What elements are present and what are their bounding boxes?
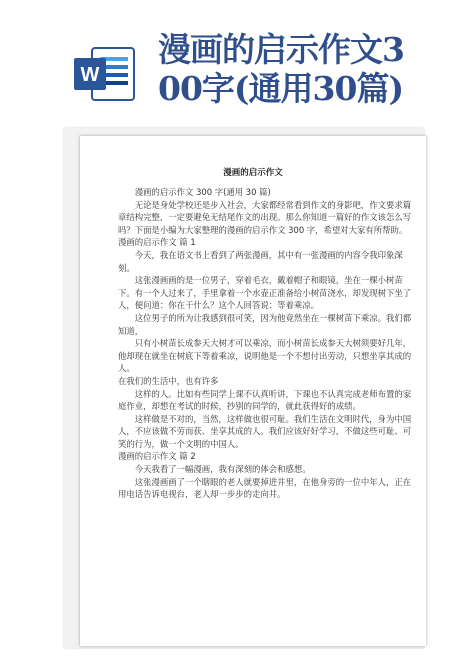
- document-heading: 漫画的启示作文 篇 1: [118, 237, 196, 248]
- document-heading: 漫画的启示作文 篇 2: [118, 451, 196, 462]
- document-paragraph: 这位男子的所为让我感到很可笑，因为他竟然坐在一棵树苗下乘凉。我们都知道，: [118, 312, 412, 336]
- word-doc-icon: [74, 44, 136, 104]
- page-title-line-1: 漫画的启示作文3: [158, 30, 404, 69]
- document-paragraph: 漫画的启示作文 300 字(通用 30 篇): [134, 187, 271, 197]
- document-paragraph: 这样的人。比如有些同学上课不认真听讲，下课也不认真完成老师布置的家庭作业，却想在考试的时候，抄别的同学的，就此获得好的成绩。: [118, 388, 412, 412]
- document-paragraph: 这张漫画画的是一位男子，穿着毛衣，戴着帽子和眼镜，坐在一棵小树苗下。有一个人过来了，手里拿着一个水壶正准备给小树苗浇水，却发现树下坐了人，便问道：你在干什么？这个人回答说：等着乘凉。: [118, 275, 412, 311]
- document-body: [118, 186, 414, 501]
- header: [0, 0, 474, 118]
- page-title: [158, 30, 458, 108]
- document-preview[interactable]: [80, 136, 426, 646]
- document-paragraph: 今天我看了一幅漫画，我有深刻的体会和感想。: [134, 464, 311, 475]
- page-title-line-2: 00字(通用30篇): [158, 69, 404, 108]
- document-heading: 在我们的生活中，也有许多: [118, 375, 219, 386]
- document-paragraph: 这张漫画画了一个瞎眼的老人就要掉进井里，在他身旁的一位中年人，正在用电话告诉电视台，老人却一步步的走向井。: [118, 476, 412, 500]
- svg-text:W: W: [80, 64, 100, 86]
- document-paragraph: 只有小树苗长成参天大树才可以乘凉，而小树苗长成参天大树须要好几年，他却现在就坐在树底下等着乘凉，说明他是一个不想付出劳动，只想坐享其成的人。: [118, 338, 412, 374]
- document-title: 漫画的启示作文: [223, 168, 283, 178]
- document-paragraph: 这样做是不对的，当然，这样做也很可耻。我们生活在文明时代，身为中国人，不应该做不劳而获、坐享其成的人。我们应该好好学习，不做这些可耻、可笑的行为，做一个文明的中国人。: [118, 413, 412, 449]
- document-paragraph: 今天，我在语文书上看到了两张漫画，其中有一张漫画的内容令我印象深刻。: [118, 249, 403, 273]
- document-paragraph: 无论是身处学校还是步入社会，大家都经常看到作文的身影吧，作文要求篇章结构完整，一定要避免无结尾作文的出现。那么你知道一篇好的作文该怎么写吗？下面是小编为大家整理的漫画的启示作文 300 字，希望对大家有所帮助。: [118, 199, 412, 235]
